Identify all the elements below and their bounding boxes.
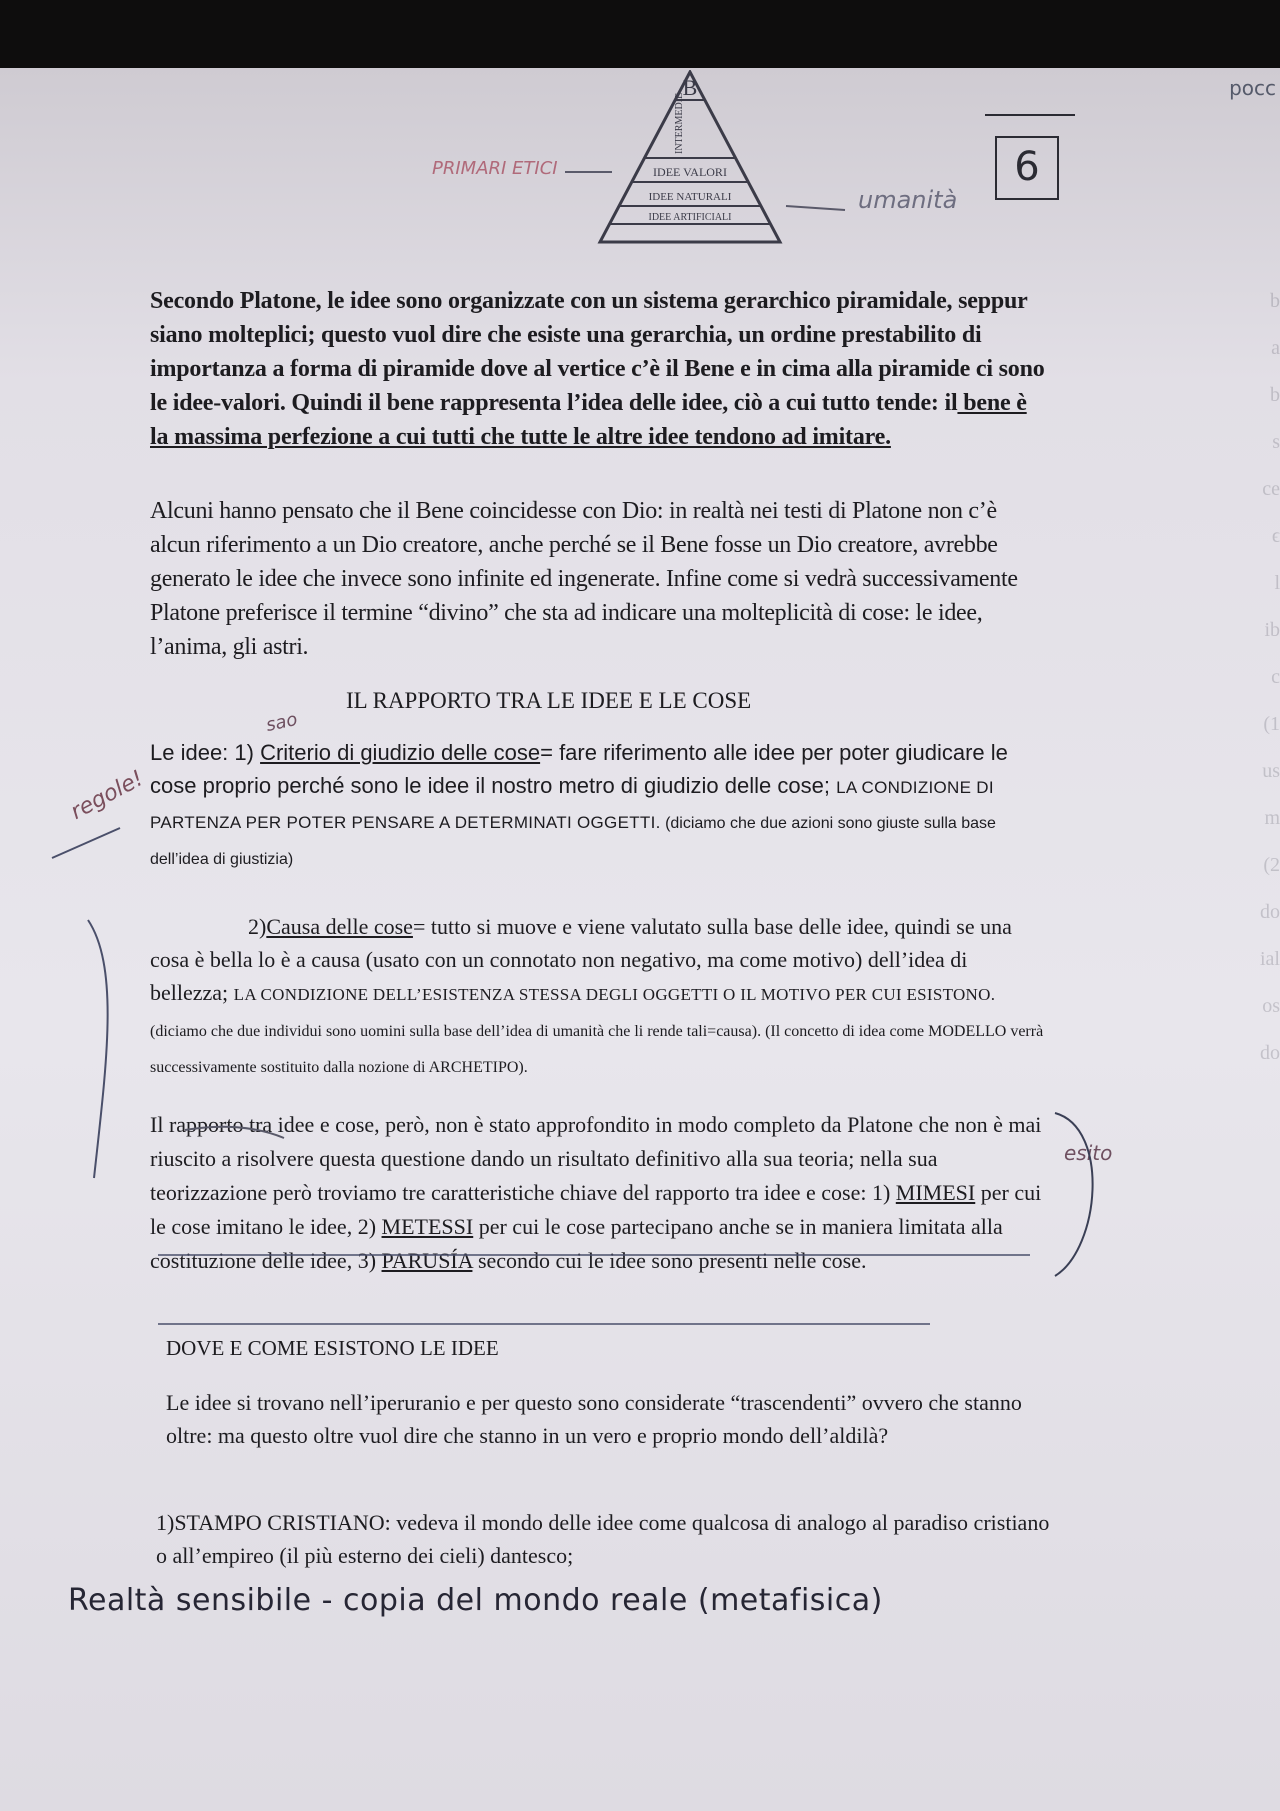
paragraph-gerarchia [150, 284, 1050, 454]
paragraph-gerarchia-underlined: bene è la massima perfezione a cui tutti che tutte le altre idee tendono ad imitare. [150, 390, 1027, 450]
bleed-through-text: b a b s ce ϵ l ib c (1 us m (2 do ial os do [1260, 290, 1280, 1064]
pyramid-row-1: IDEE VALORI [653, 165, 727, 179]
heading-dove-come: DOVE E COME ESISTONO LE IDEE [166, 1336, 499, 1360]
margin-bracket [88, 920, 108, 1178]
causa-caps: LA CONDIZIONE DELL’ESISTENZA STESSA DEGLI OGGETTI O IL MOTIVO PER CUI ESISTONO. [233, 985, 996, 1004]
margin-note-regole: regole! [66, 766, 148, 825]
causa-note: (diciamo che due individui sono uomini sulla base dell’idea di umanità che li rende tali=causa). (Il concetto di idea come MODELLO verrà successivamente sostituito dalla nozione di ARCHETIPO). [150, 1023, 1044, 1076]
caratteristiche-d: secondo cui le idee sono presenti nelle cose. [472, 1248, 867, 1273]
caratteristiche-b: per cui le cose imitano le idee, 2) [150, 1180, 1042, 1239]
pyramid-right-arrow [786, 206, 845, 210]
margin-note-sao: sao [264, 708, 300, 737]
causa-text: = tutto si muove e viene valutato sulla base delle idee, quindi se una cosa è bella lo è a causa (usato con un connotato non negativo, ma come motivo) dell’idea di bellezza; [150, 914, 1012, 1005]
criterio-term: Criterio di giudizio delle cose [260, 740, 541, 765]
handwritten-footer-note: Realtà sensibile - copia del mondo reale (metafisica) [68, 1583, 883, 1618]
stampo-lead: 1)STAMPO CRISTIANO: [156, 1510, 391, 1535]
paragraph-causa [150, 910, 1050, 1084]
heading-rapporto: IL RAPPORTO TRA LE IDEE E LE COSE [346, 688, 752, 713]
criterio-lead: Le idee: 1) [150, 740, 261, 765]
pyramid-row-3: IDEE ARTIFICIALI [648, 212, 732, 223]
pyramid-diagram [590, 70, 790, 250]
caratteristiche-c: per cui le cose partecipano anche se in maniera limitata alla costituzione delle idee, 3) [150, 1214, 1003, 1273]
paragraph-iperuranio: Le idee si trovano nell’iperuranio e per questo sono considerate “trascendenti” ovvero che stanno oltre: ma questo oltre vuol dire che stanno in un vero e proprio mondo dell’aldilà? [166, 1390, 1022, 1448]
page-number-line [985, 114, 1075, 116]
pyramid-left-label: PRIMARI ETICI [432, 158, 558, 179]
metessi-term: METESSI [381, 1214, 474, 1239]
caratteristiche-a: Il rapporto tra idee e cose, però, non è stato approfondito in modo completo da Platone che non è mai riuscito a risolvere questa questione dando un risultato definitivo alla sua teoria; nella sua teorizzazione però troviamo tre caratteristiche chiave del rapporto tra idee e cose: 1) [150, 1112, 1042, 1205]
causa-term: Causa delle cose [266, 914, 413, 939]
mimesi-term: MIMESI [895, 1180, 976, 1205]
criterio-text: = fare riferimento alle idee per poter giudicare le cose proprio perché sono le idee il nostro metro di giudizio delle cose; [150, 740, 1008, 798]
stampo-text: vedeva il mondo delle idee come qualcosa di analogo al paradiso cristiano o all’empireo (il più esterno dei cieli) dantesco; [156, 1510, 1050, 1568]
pyramid-side-label: INTERMEDIE [674, 92, 685, 154]
paragraph-caratteristiche [150, 1108, 1050, 1278]
margin-arrow [52, 828, 120, 858]
parusia-term: PARUSÍA [381, 1248, 473, 1273]
corner-note: pocc [1229, 76, 1276, 100]
paragraph-stampo-cristiano [156, 1506, 1056, 1572]
pyramid-row-2: IDEE NATURALI [648, 191, 732, 203]
pyramid-apex-letter: B [682, 75, 698, 100]
paragraph-gerarchia-main: Secondo Platone, le idee sono organizzate con un sistema gerarchico piramidale, seppur siano molteplici; questo vuol dire che esiste una gerarchia, un ordine prestabilito di importanza a forma di piramide dove al vertice c’è il Bene e in cima alla piramide ci sono le idee-valori. Quindi il bene rappresenta l’idea delle idee, ciò a cui tutto tende: il [150, 288, 1045, 416]
criterio-note: (diciamo che due azioni sono giuste sulla base dell’idea di giustizia) [150, 815, 996, 868]
causa-lead: 2) [248, 914, 267, 939]
criterio-caps: LA CONDIZIONE DI PARTENZA PER POTER PENSARE A DETERMINATI OGGETTI. [150, 778, 994, 832]
paragraph-criterio [150, 736, 1050, 876]
right-arrow [1055, 1113, 1093, 1276]
page-number: 6 [995, 136, 1059, 200]
paragraph-bene-dio: Alcuni hanno pensato che il Bene coincidesse con Dio: in realtà nei testi di Platone non c’è alcun riferimento a un Dio creatore, anche perché se il Bene fosse un Dio creatore, avrebbe generato le idee che invece sono infinite ed ingenerate. Infine come si vedrà successivamente Platone preferisce il termine “divino” che sta ad indicare una molteplicità di cose: le idee, l’anima, gli astri. [150, 498, 1018, 660]
margin-note-esito: esito [1064, 1141, 1113, 1165]
paper-sheet [0, 68, 1280, 1811]
pyramid-right-label: umanità [858, 186, 958, 214]
